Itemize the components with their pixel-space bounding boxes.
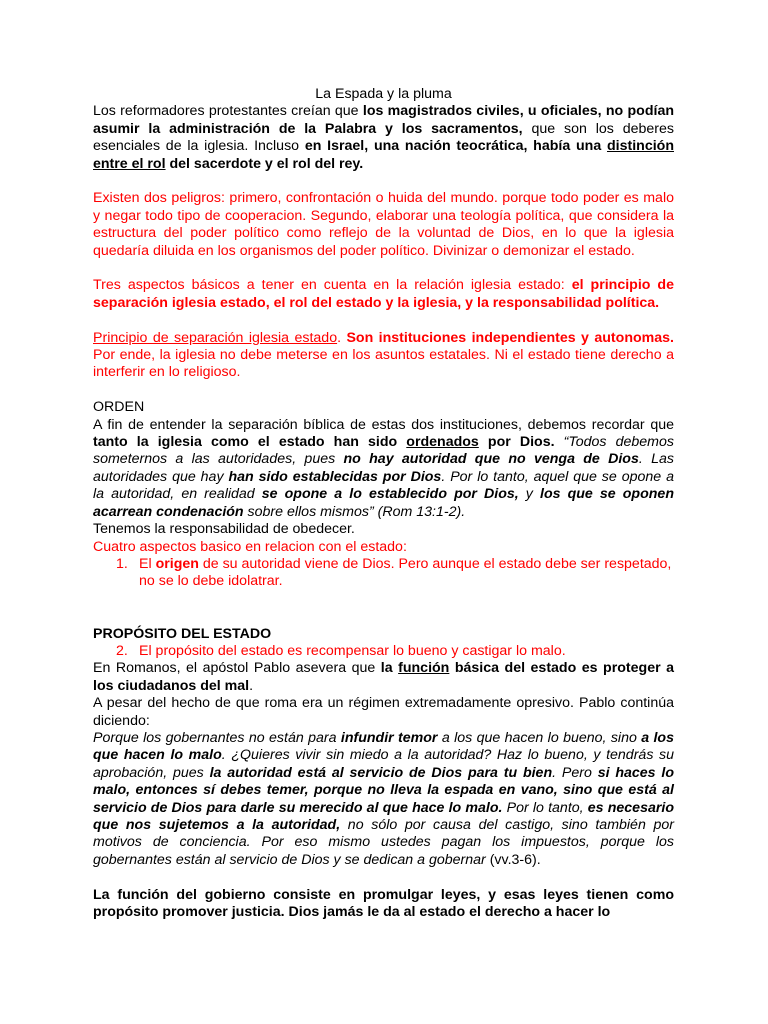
numbered-list-1 (93, 556, 674, 591)
text-run: a los que hacen lo bueno, sino (437, 729, 642, 746)
text-run: se opone a lo establecido por Dios, (261, 486, 519, 503)
text-run: Porque los gobernantes no están para (93, 729, 341, 746)
text-run: “Todos debemos someternos a las autoridades, pues (93, 434, 674, 468)
text-run: tanto la iglesia como el estado han sido (93, 434, 407, 451)
list-item-proposito (93, 643, 674, 660)
text-run: ordenados (406, 434, 479, 451)
list-item-number: 2. (116, 642, 128, 659)
list-item-text (139, 556, 671, 589)
paragraph-cita-romanos (93, 730, 674, 869)
text-run: los que se oponen acarrean condenación (93, 486, 674, 520)
text-run: el principio de separación iglesia estado, el rol del estado y la iglesia, y la responsabilidad política. (93, 277, 674, 311)
text-run: no sólo por causa del castigo, sino también por motivos de conciencia. Por eso mismo ustedes pagan los impuestos, porque los gobernantes están al servicio de Dios y se dedican a gobernar (93, 816, 674, 868)
text-run: la autoridad está al servicio de Dios para tu bien (209, 764, 553, 781)
text-run: Existen dos peligros: primero, confrontación o huida del mundo. porque todo poder es malo y negar todo tipo de cooperacion. Segundo, elaborar una teología política, que considera la estructura del poder político como reflejo de la voluntad de Dios, en lo que la iglesia quedaría diluida en los organismos del poder político. Divinizar o demonizar el estado. (93, 190, 674, 259)
list-item-text (139, 643, 566, 659)
list-item-number: 1. (116, 555, 128, 572)
text-run: función (398, 660, 450, 677)
line-obedecer: Tenemos la responsabilidad de obedecer. (93, 521, 355, 538)
text-run: sobre ellos mismos” (Rom 13:1-2). (243, 503, 466, 520)
paragraph-principio-separacion (93, 330, 674, 382)
text-run: origen (155, 555, 199, 572)
text-run: no hay autoridad que no venga de Dios (343, 451, 639, 468)
paragraph-peligros (93, 190, 674, 260)
line-cuatro-aspectos: Cuatro aspectos basico en relacion con el estado: (93, 538, 407, 555)
list-item-origen (93, 556, 674, 591)
text-run: Principio de separación iglesia estado (93, 329, 338, 346)
text-run: básica del estado es proteger a los ciudadanos del mal (93, 660, 674, 694)
paragraph-romanos (93, 660, 674, 695)
text-run: han sido establecidas por Dios (228, 468, 442, 485)
text-run: . (249, 677, 254, 694)
text-run: . Las autoridades que hay (93, 451, 674, 485)
paragraph-orden (93, 417, 674, 521)
numbered-list-2 (93, 643, 674, 660)
text-run: la (380, 660, 399, 677)
text-run: por Dios. (478, 434, 555, 451)
text-run: del sacerdote y el rol del rey. (165, 155, 364, 172)
text-run: Por ende, la iglesia no debe meterse en los asuntos estatales. Ni el estado tiene derecho a interferir en lo religioso. (93, 347, 674, 381)
text-run: y (518, 486, 540, 503)
document-title: La Espada y la pluma (315, 86, 452, 102)
text-run: Son instituciones independientes y autonomas. (346, 329, 674, 346)
paragraph-tres-aspectos (93, 277, 674, 312)
text-run: . Pero (552, 764, 598, 781)
text-run: El (139, 555, 156, 572)
text-run: La función del gobierno consiste en promulgar leyes, y esas leyes tienen como propósito promover justicia. Dios jamás le da al estado el derecho a hacer lo (93, 886, 674, 920)
text-run: si haces lo malo, entonces sí debes temer, porque no lleva la espada en vano, sino que está al servicio de Dios para darle su merecido al que hace lo malo. (93, 764, 674, 816)
text-run: de su autoridad viene de Dios. Pero aunque el estado debe ser respetado, no se lo debe idolatrar. (139, 555, 672, 590)
paragraph-pablo-continua (93, 695, 674, 730)
text-run: en Israel, una nación teocrática, había una (304, 138, 607, 155)
paragraph-reformadores (93, 103, 674, 173)
text-run: es necesario que nos sujetemos a la autoridad, (93, 799, 674, 833)
text-run: El propósito del estado es recompensar lo bueno y castigar lo malo. (139, 642, 566, 659)
text-run: a los que hacen lo malo (93, 729, 674, 764)
text-run: En Romanos, el apóstol Pablo asevera que (93, 660, 381, 677)
text-run: que son los deberes esenciales de la iglesia. Incluso (93, 120, 674, 155)
text-run: A fin de entender la separación bíblica de estas dos instituciones, debemos recordar que (93, 416, 674, 433)
text-run: Por lo tanto, (502, 799, 588, 816)
text-run: Tres aspectos básicos a tener en cuenta en la relación iglesia estado: (93, 277, 572, 294)
text-run: A pesar del hecho de que roma era un régimen extremadamente opresivo. Pablo continúa diciendo: (93, 695, 674, 729)
text-run: . ¿Quieres vivir sin miedo a la autoridad? Haz lo bueno, y tendrás su aprobación, pues (93, 747, 674, 781)
text-run: infundir temor (340, 729, 438, 746)
text-run: . Por lo tanto, aquel que se opone a la autoridad, en realidad (93, 468, 674, 503)
paragraph-funcion-gobierno (93, 887, 674, 922)
text-run: . (337, 329, 347, 346)
text-run: (vv.3-6). (485, 851, 541, 868)
text-run: los magistrados civiles, u oficiales, no podían asumir la administración de la Palabra y los sacramentos, (93, 103, 675, 137)
heading-proposito-estado: PROPÓSITO DEL ESTADO (93, 625, 272, 642)
text-run: Los reformadores protestantes creían que (93, 103, 363, 120)
text-run: distinción entre el rol (93, 138, 674, 172)
heading-orden: ORDEN (93, 399, 145, 416)
